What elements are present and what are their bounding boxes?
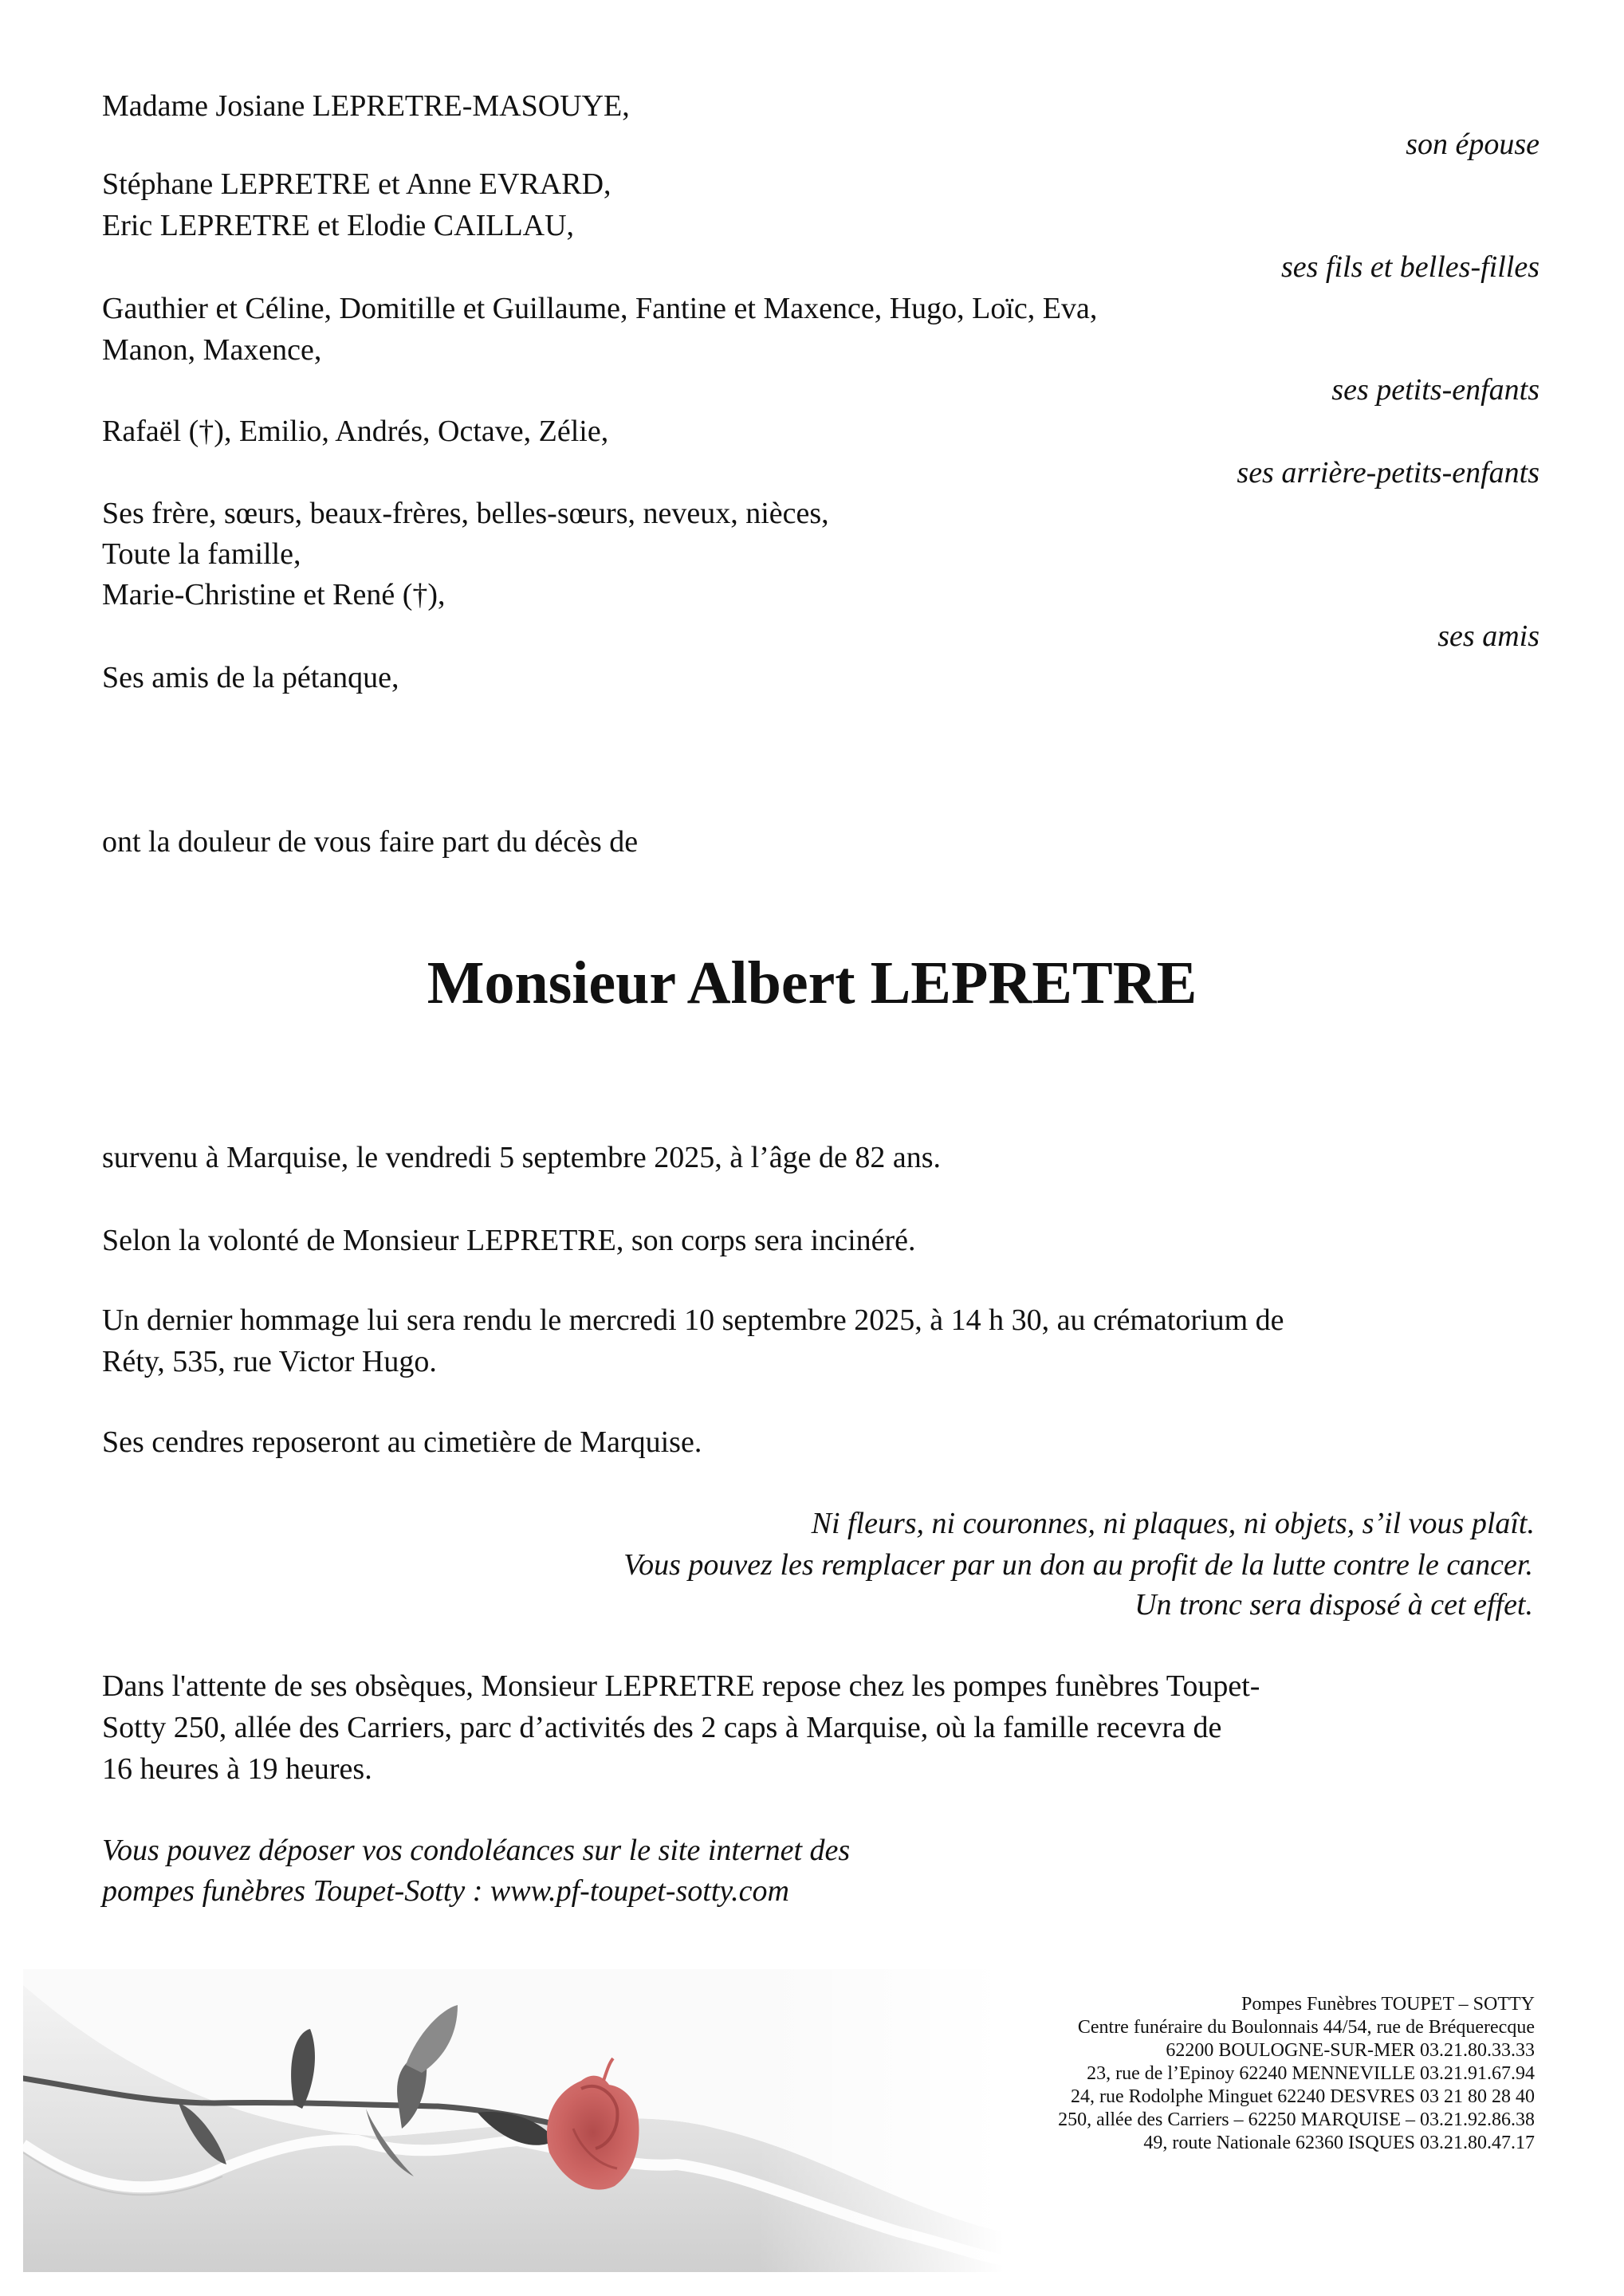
spouse-role: son épouse: [1406, 128, 1539, 161]
footer-line-company: Pompes Funèbres TOUPET – SOTTY: [1241, 1994, 1535, 2015]
sons-role: ses fils et belles-filles: [1280, 250, 1539, 284]
flowers-notice-1: Ni fleurs, ni couronnes, ni plaques, ni objets, s’il vous plaît.: [811, 1507, 1535, 1540]
rose-photo: [23, 1969, 1004, 2272]
relatives-line-2: Toute la famille,: [102, 537, 301, 571]
viewing-line-3: 16 heures à 19 heures.: [102, 1752, 372, 1786]
condolences-line-2[interactable]: pompes funèbres Toupet-Sotty : www.pf-toupet-sotty.com: [102, 1874, 789, 1908]
announcement-intro: ont la douleur de vous faire part du décès de: [102, 825, 639, 859]
footer-line-desvres: 24, rue Rodolphe Minguet 62240 DESVRES 03 21 80 28 40: [1071, 2086, 1535, 2107]
ashes-notice: Ses cendres reposeront au cimetière de Marquise.: [102, 1425, 702, 1459]
petanque-friends: Ses amis de la pétanque,: [102, 661, 399, 694]
deceased-name: Monsieur Albert LEPRETRE: [427, 949, 1197, 1016]
spouse-name: Madame Josiane LEPRETRE-MASOUYE,: [102, 89, 630, 123]
footer-line-isques: 49, route Nationale 62360 ISQUES 03.21.80.47.17: [1143, 2133, 1535, 2153]
great-grandchildren-role: ses arrière-petits-enfants: [1237, 456, 1539, 489]
grandchildren-line-1: Gauthier et Céline, Domitille et Guillaume, Fantine et Maxence, Hugo, Loïc, Eva,: [102, 292, 1098, 325]
funeral-home-contacts: [1058, 1993, 1535, 2155]
grandchildren-line-2: Manon, Maxence,: [102, 333, 322, 367]
friends-role: ses amis: [1437, 619, 1539, 653]
cremation-wish: Selon la volonté de Monsieur LEPRETRE, son corps sera incinéré.: [102, 1224, 916, 1257]
footer-line-menneville: 23, rue de l’Epinoy 62240 MENNEVILLE 03.21.91.67.94: [1087, 2063, 1535, 2084]
ceremony-line-1: Un dernier hommage lui sera rendu le mercredi 10 septembre 2025, à 14 h 30, au crématorium de: [102, 1303, 1284, 1337]
footer-line-boulogne: 62200 BOULOGNE-SUR-MER 03.21.80.33.33: [1166, 2040, 1535, 2061]
son-2: Eric LEPRETRE et Elodie CAILLAU,: [102, 209, 575, 242]
flowers-notice-3: Un tronc sera disposé à cet effet.: [1134, 1588, 1533, 1622]
footer-line-marquise: 250, allée des Carriers – 62250 MARQUISE – 03.21.92.86.38: [1058, 2109, 1535, 2130]
rose-on-beach-icon: [23, 1969, 1004, 2272]
son-1: Stéphane LEPRETRE et Anne EVRARD,: [102, 167, 611, 201]
relatives-line-3: Marie-Christine et René (†),: [102, 578, 446, 611]
viewing-line-2: Sotty 250, allée des Carriers, parc d’activités des 2 caps à Marquise, où la famille recevra de: [102, 1711, 1222, 1744]
viewing-line-1: Dans l'attente de ses obsèques, Monsieur LEPRETRE repose chez les pompes funèbres Toupet-: [102, 1669, 1260, 1703]
relatives-line-1: Ses frère, sœurs, beaux-frères, belles-sœurs, neveux, nièces,: [102, 497, 829, 530]
flowers-notice-2: Vous pouvez les remplacer par un don au profit de la lutte contre le cancer.: [623, 1548, 1533, 1582]
condolences-line-1: Vous pouvez déposer vos condoléances sur le site internet des: [102, 1834, 851, 1867]
great-grandchildren: Rafaël (†), Emilio, Andrés, Octave, Zélie,: [102, 415, 609, 448]
ceremony-line-2: Réty, 535, rue Victor Hugo.: [102, 1345, 437, 1378]
death-details: survenu à Marquise, le vendredi 5 septembre 2025, à l’âge de 82 ans.: [102, 1141, 942, 1174]
grandchildren-role: ses petits-enfants: [1331, 373, 1539, 407]
footer-line-center: Centre funéraire du Boulonnais 44/54, rue de Bréquerecque: [1077, 2017, 1535, 2038]
